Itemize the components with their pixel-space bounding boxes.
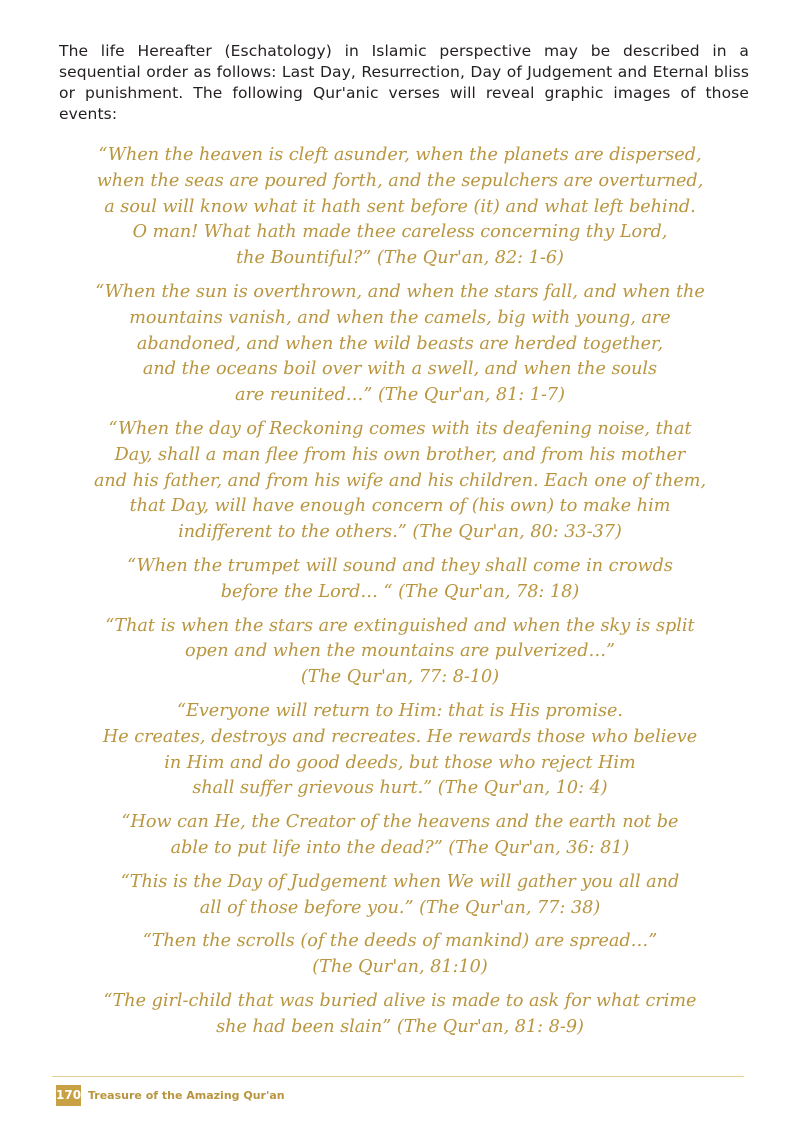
quote-line: “That is when the stars are extinguished and when the sky is split <box>105 615 695 636</box>
quote-line: she had been slain” (The Qur'an, 81: 8-9) <box>216 1016 584 1037</box>
quote-line: mountains vanish, and when the camels, big with young, are <box>129 307 671 328</box>
quote-line: (The Qur'an, 81:10) <box>312 957 488 978</box>
quote-line: before the Lord… “ (The Qur'an, 78: 18) <box>220 581 580 602</box>
quote-block <box>50 554 750 606</box>
quote-line: when the seas are poured forth, and the sepulchers are overturned, <box>96 170 704 191</box>
page-number-badge: 170 <box>56 1085 81 1106</box>
quote-line: “Everyone will return to Him: that is His promise. <box>177 700 623 721</box>
quote-line: are reunited…” (The Qur'an, 81: 1-7) <box>235 385 565 406</box>
quote-block <box>50 699 750 802</box>
quote-line: (The Qur'an, 77: 8-10) <box>300 667 500 688</box>
quote-block <box>50 143 750 272</box>
quote-line: “When the day of Reckoning comes with its deafening noise, that <box>108 418 692 439</box>
quote-line: and his father, and from his wife and his children. Each one of them, <box>93 470 707 491</box>
quote-line: abandoned, and when the wild beasts are herded together, <box>136 333 664 354</box>
quote-line: O man! What hath made thee careless concerning thy Lord, <box>132 222 668 243</box>
quote-line: “The girl-child that was buried alive is made to ask for what crime <box>103 990 697 1011</box>
quote-line: that Day, will have enough concern of (his own) to make him <box>129 496 671 517</box>
quote-line: “This is the Day of Judgement when We will gather you all and <box>120 871 680 892</box>
quote-line: “When the heaven is cleft asunder, when the planets are dispersed, <box>98 145 702 165</box>
quote-line: Day, shall a man flee from his own brother, and from his mother <box>114 444 686 465</box>
quote-block <box>50 417 750 546</box>
quote-line: in Him and do good deeds, but those who reject Him <box>164 752 636 773</box>
running-footer-title: Treasure of the Amazing Qur'an <box>88 1089 285 1102</box>
quote-line: “Then the scrolls (of the deeds of mankind) are spread…” <box>142 931 658 952</box>
quote-line: and the oceans boil over with a swell, and when the souls <box>142 359 658 380</box>
quote-line: indifferent to the others.” (The Qur'an, 80: 33-37) <box>178 522 622 543</box>
intro-paragraph: The life Hereafter (Eschatology) in Islamic perspective may be described in a sequential order as follows: Last Day, Resurrection, Day of Judgement and Eternal bliss or punishment. The following Qur'anic verses will reveal graphic images of those events: <box>59 42 749 123</box>
quote-block <box>50 280 750 409</box>
quote-line: “When the sun is overthrown, and when the stars fall, and when the <box>95 281 705 302</box>
quote-block <box>50 989 750 1041</box>
quote-line: He creates, destroys and recreates. He rewards those who believe <box>102 726 698 747</box>
quote-block <box>50 810 750 862</box>
quote-line: a soul will know what it hath sent before (it) and what left behind. <box>104 196 696 217</box>
quote-block <box>50 870 750 922</box>
quote-line: shall suffer grievous hurt.” (The Qur'an, 10: 4) <box>192 778 608 799</box>
quote-line: the Bountiful?” (The Qur'an, 82: 1-6) <box>236 248 564 269</box>
quote-list <box>50 143 750 1049</box>
quote-line: “When the trumpet will sound and they shall come in crowds <box>127 555 673 576</box>
quote-line: able to put life into the dead?” (The Qur'an, 36: 81) <box>170 837 630 858</box>
quote-line: open and when the mountains are pulverized…” <box>184 641 616 662</box>
quote-block <box>50 614 750 691</box>
quote-line: all of those before you.” (The Qur'an, 77: 38) <box>199 897 601 918</box>
footer-divider <box>52 1076 744 1077</box>
quote-block <box>50 929 750 981</box>
quote-line: “How can He, the Creator of the heavens and the earth not be <box>121 812 679 833</box>
